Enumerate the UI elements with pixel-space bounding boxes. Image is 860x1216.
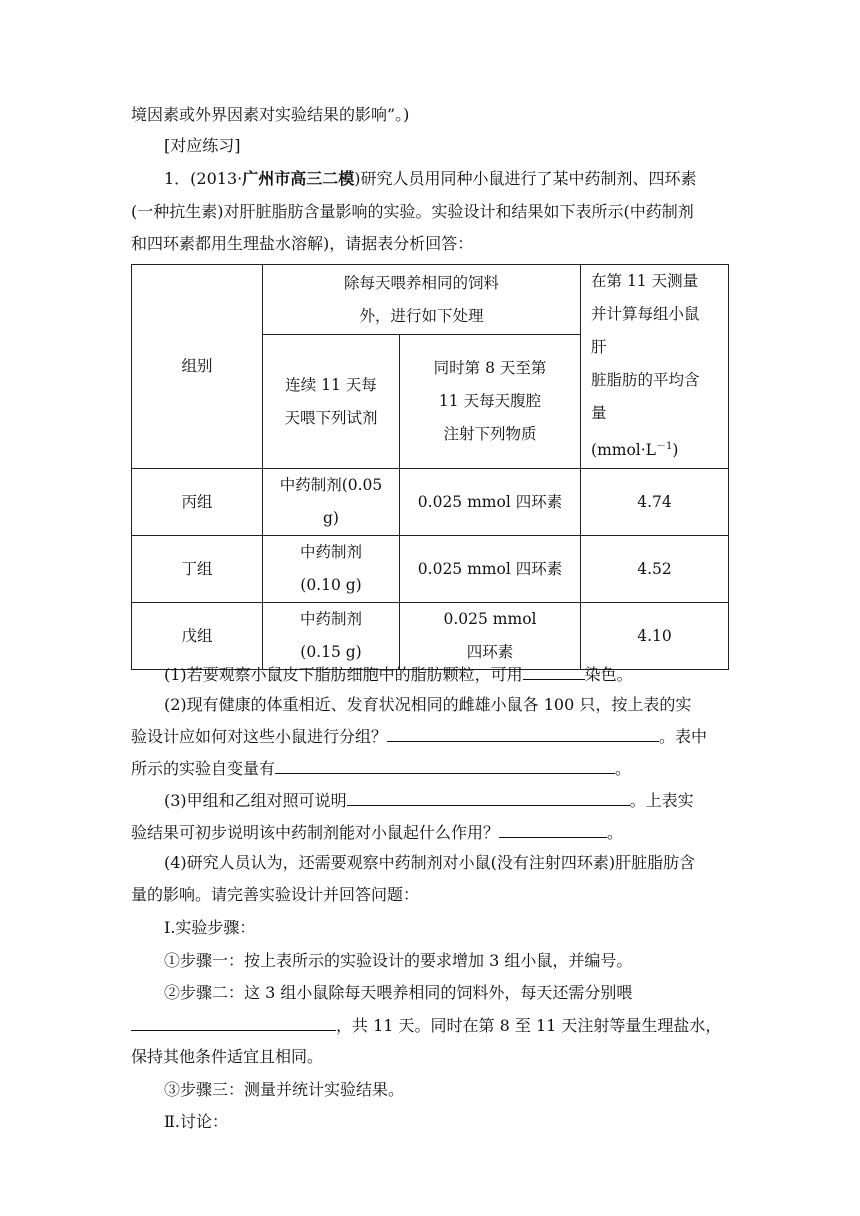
- subheader-inject: 同时第 8 天至第 11 天每天腹腔 注射下列物质: [400, 335, 581, 469]
- text-line: (一种抗生素)对肝脏脂肪含量影响的实验。实验设计和结果如下表所示(中药制剂: [131, 202, 694, 221]
- question-4-cont: 量的影响。请完善实验设计并回答问题：: [131, 885, 420, 904]
- section-heading: [对应练习]: [164, 136, 241, 155]
- question-3: (3)甲组和乙组对照可说明 。上表实: [164, 791, 694, 810]
- subheader-feed: 连续 11 天每 天喂下列试剂: [263, 335, 400, 469]
- answer-blank[interactable]: [499, 821, 607, 838]
- header-treatment: 除每天喂养相同的饲料 外，进行如下处理: [263, 265, 581, 335]
- question-2-cont: 验设计应如何对这些小鼠进行分组？ 。表中: [131, 727, 708, 746]
- cell-group: 丙组: [132, 469, 263, 536]
- discussion-heading: Ⅱ.讨论：: [164, 1112, 228, 1131]
- question-intro: [164, 168, 697, 190]
- answer-blank[interactable]: [275, 757, 615, 774]
- step-1: ①步骤一：按上表所示的实验设计的要求增加 3 组小鼠，并编号。: [164, 951, 633, 970]
- cell-value: 4.52: [581, 536, 729, 603]
- steps-heading: Ⅰ.实验步骤：: [164, 918, 256, 937]
- table-row: [132, 469, 729, 536]
- step-3: ③步骤三：测量并统计实验结果。: [164, 1080, 405, 1099]
- question-source: 广州市高三二模: [242, 169, 355, 188]
- cell-inject: 0.025 mmol 四环素: [400, 603, 581, 670]
- text-line: 境因素或外界因素对实验结果的影响”。): [131, 105, 410, 124]
- question-intro-text: )研究人员用同种小鼠进行了某中药制剂、四环素: [354, 169, 697, 188]
- experiment-table: [131, 264, 729, 670]
- question-3-cont: 验结果可初步说明该中药制剂能对小鼠起什么作用？ 。: [131, 823, 624, 842]
- cell-group: 丁组: [132, 536, 263, 603]
- header-result: 在第 11 天测量 并计算每组小鼠 肝 脏脂肪的平均含 量 $(mmol\cdot L^{-1})$: [581, 265, 729, 469]
- cell-feed: 中药制剂 (0.15 g): [263, 603, 400, 670]
- question-2: (2)现有健康的体重相近、发育状况相同的雌雄小鼠各 100 只，按上表的实: [164, 695, 692, 714]
- cell-inject: 0.025 mmol 四环素: [400, 536, 581, 603]
- question-number: 1．(2013·: [164, 169, 243, 188]
- answer-blank[interactable]: [347, 789, 630, 806]
- cell-value: 4.10: [581, 603, 729, 670]
- cell-feed: 中药制剂(0.05 g): [263, 469, 400, 536]
- step-2: ②步骤二：这 3 组小鼠除每天喂养相同的饲料外，每天还需分别喂: [164, 983, 633, 1002]
- cell-feed: 中药制剂 (0.10 g): [263, 536, 400, 603]
- answer-blank[interactable]: [523, 663, 585, 680]
- answer-blank[interactable]: [387, 725, 659, 742]
- step-2-cont: ，共 11 天。同时在第 8 至 11 天注射等量生理盐水，: [131, 1014, 721, 1037]
- table-row: [132, 603, 729, 670]
- step-2-cont: 保持其他条件适宜且相同。: [131, 1047, 324, 1066]
- header-group: 组别: [132, 265, 263, 469]
- answer-blank[interactable]: [131, 1014, 336, 1031]
- table-row: [132, 536, 729, 603]
- text-line: 和四环素都用生理盐水溶解)，请据表分析回答：: [131, 234, 474, 253]
- cell-group: 戊组: [132, 603, 263, 670]
- question-2-cont: 所示的实验自变量有 。: [131, 759, 632, 778]
- question-1: (1)若要观察小鼠皮下脂肪细胞中的脂肪颗粒，可用 染色。: [164, 665, 633, 684]
- cell-inject: 0.025 mmol 四环素: [400, 469, 581, 536]
- cell-value: 4.74: [581, 469, 729, 536]
- question-4: (4)研究人员认为，还需要观察中药制剂对小鼠(没有注射四环素)肝脏脂肪含: [164, 853, 696, 872]
